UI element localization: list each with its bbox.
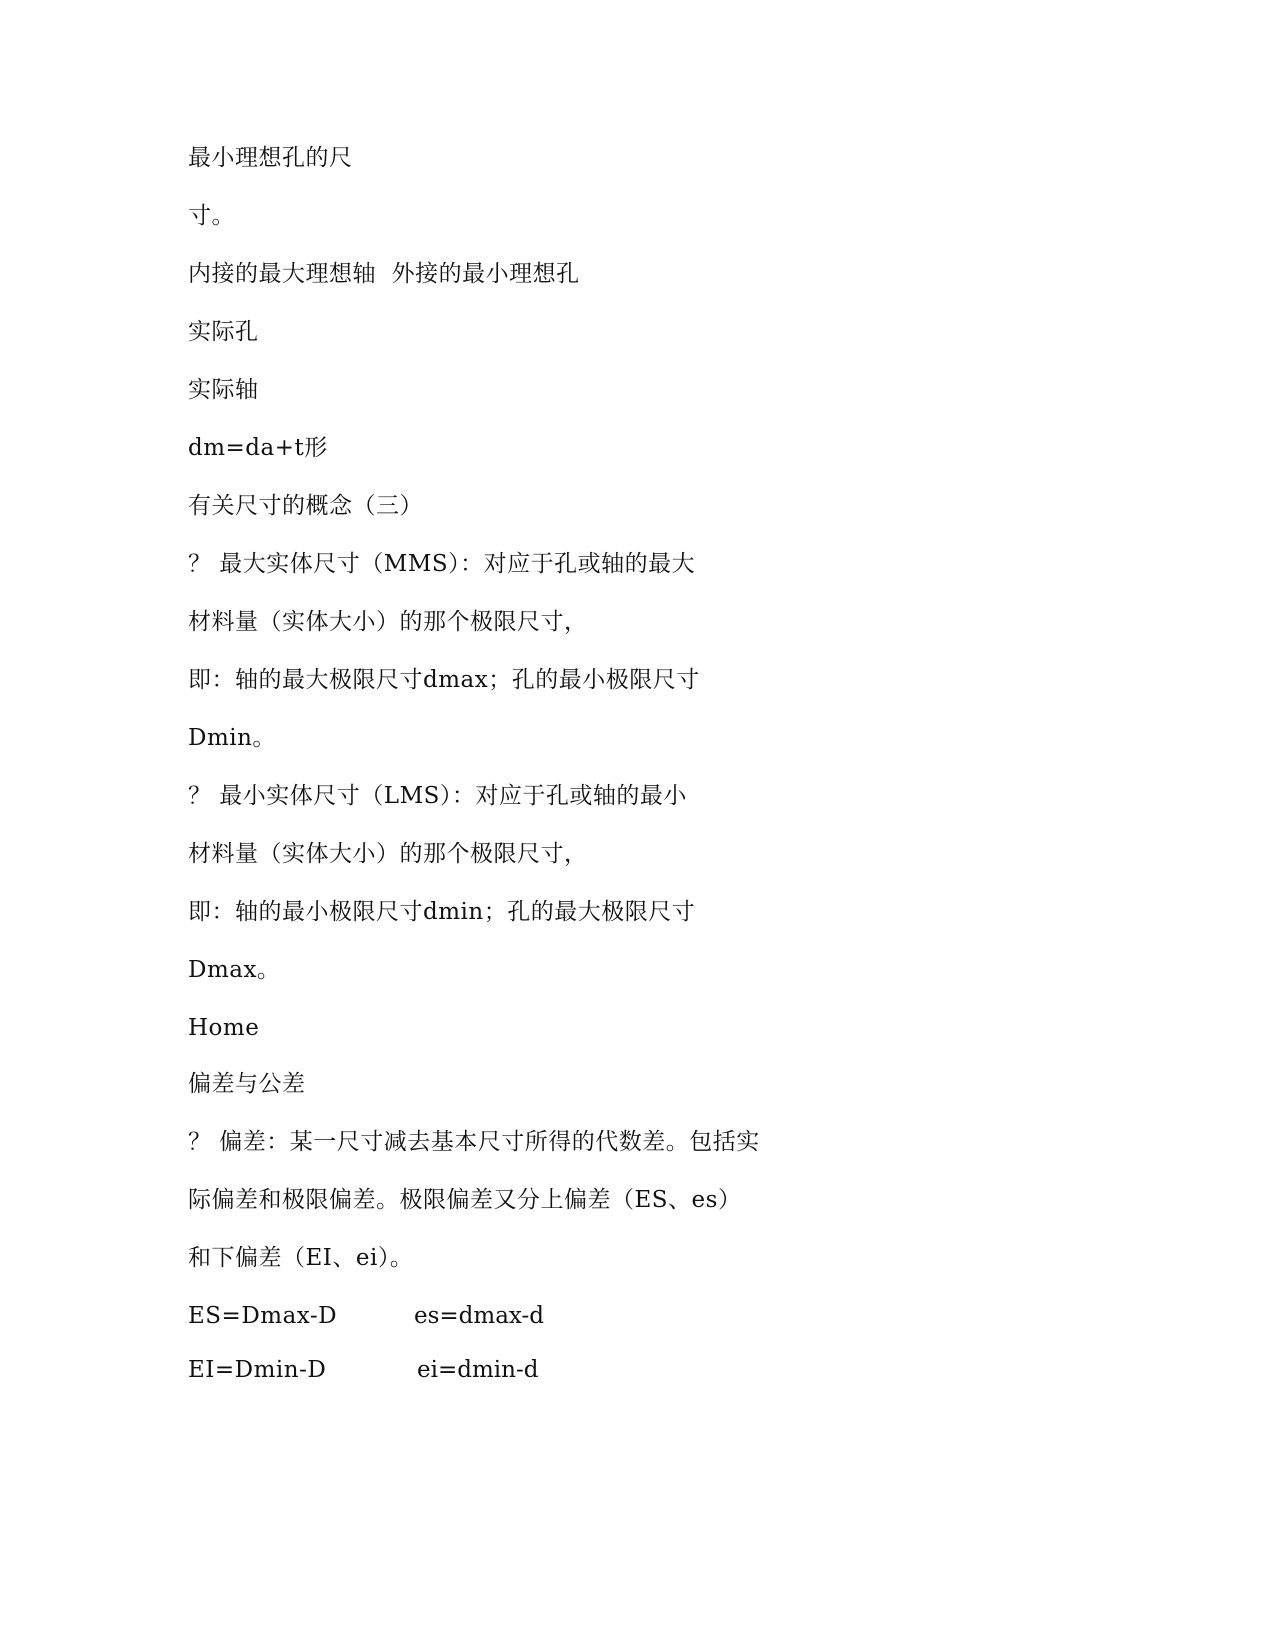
text-line: 最小理想孔的尺 xyxy=(188,145,353,171)
text-line: 实际轴 xyxy=(188,377,259,403)
text-line: 和下偏差（EI、ei）。 xyxy=(188,1245,414,1271)
formula-upper-shaft: es=dmax-d xyxy=(414,1303,544,1329)
text-line: 材料量（实体大小）的那个极限尺寸， xyxy=(188,609,588,635)
bullet-line: ？ 偏差：某一尺寸减去基本尺寸所得的代数差。包括实 xyxy=(188,1129,760,1155)
text-line: 际偏差和极限偏差。极限偏差又分上偏差（ES、es） xyxy=(188,1187,742,1213)
formula-lower-hole: EI=Dmin-D xyxy=(188,1357,327,1383)
text-line: Dmin。 xyxy=(188,725,276,751)
formula-line: dm=da+t形 xyxy=(188,435,328,461)
bullet-line: ？ 最小实体尺寸（LMS）：对应于孔或轴的最小 xyxy=(188,783,687,809)
text-line: Dmax。 xyxy=(188,957,281,983)
section-heading: 偏差与公差 xyxy=(188,1071,306,1097)
text-line: 寸。 xyxy=(188,203,235,229)
formula-upper-hole: ES=Dmax-D xyxy=(188,1303,338,1329)
home-link[interactable]: Home xyxy=(188,1015,260,1041)
section-heading: 有关尺寸的概念（三） xyxy=(188,493,423,519)
text-line: 内接的最大理想轴 外接的最小理想孔 xyxy=(188,261,580,287)
bullet-line: ？ 最大实体尺寸（MMS）：对应于孔或轴的最大 xyxy=(188,551,696,577)
text-line: 即：轴的最小极限尺寸dmin；孔的最大极限尺寸 xyxy=(188,899,696,925)
text-line: 实际孔 xyxy=(188,319,259,345)
text-line: 即：轴的最大极限尺寸dmax；孔的最小极限尺寸 xyxy=(188,667,700,693)
formula-lower-shaft: ei=dmin-d xyxy=(417,1357,539,1383)
text-line: 材料量（实体大小）的那个极限尺寸， xyxy=(188,841,588,867)
